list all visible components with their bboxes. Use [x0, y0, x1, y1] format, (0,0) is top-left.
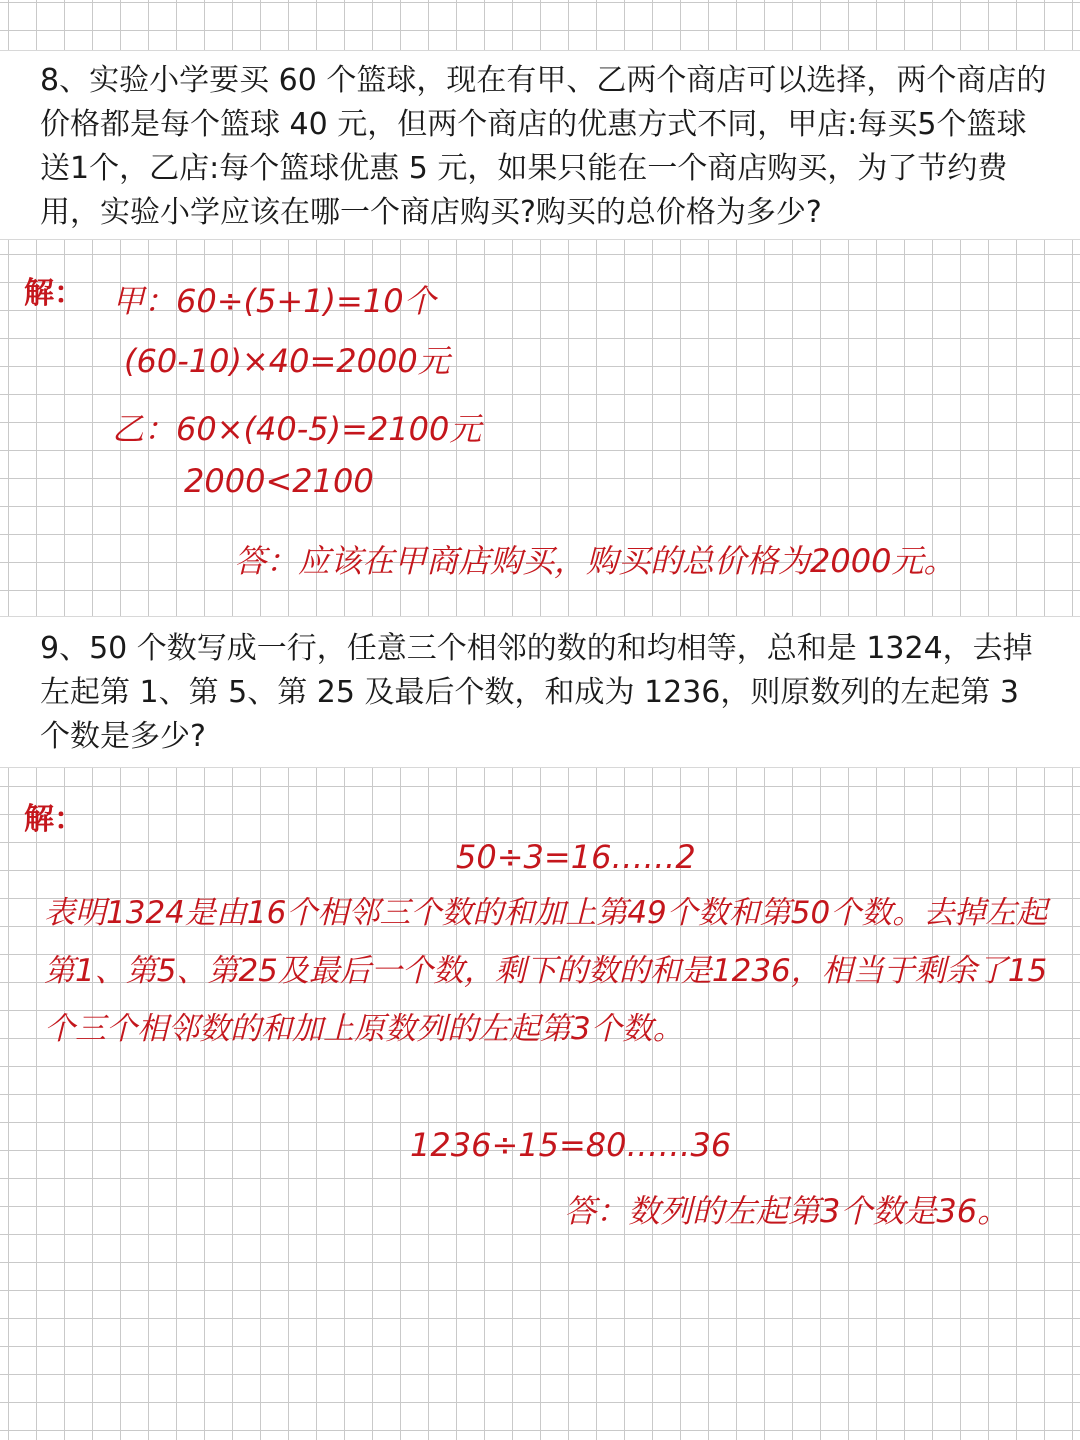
solution-9-calc-1: 50÷3=16……2 — [456, 838, 696, 876]
solution-8-label: 解： — [24, 276, 84, 311]
question-8-text: 8、实验小学要买 60 个篮球，现在有甲、乙两个商店可以选择，两个商店的价格都是每个篮球 40 元，但两个商店的优惠方式不同，甲店:每买5个篮球送1个，乙店:每个篮球优惠 5 元，如果只能在一个商店购买，为了节约费用，实验小学应该在哪一个商店购买?购买的总价格为多少? — [40, 63, 1047, 230]
solution-9-answer: 答：数列的左起第3个数是36。 — [564, 1192, 1010, 1230]
solution-9-explanation: 表明1324是由16个相邻三个数的和加上第49个数和第50个数。去掉左起第1、第5、第25及最后一个数，剩下的数的和是1236，相当于剩余了15个三个相邻数的和加上原数列的左起第3个数。 — [44, 895, 1048, 1047]
question-9-text: 9、50 个数写成一行，任意三个相邻的数的和均相等，总和是 1324，去掉左起第 1、第 5、第 25 及最后个数，和成为 1236，则原数列的左起第 3 个数是多少? — [40, 631, 1033, 754]
solution-8-line-1: 甲：60÷(5+1)=10个 — [112, 282, 436, 320]
solution-8-line-3: 乙：60×(40-5)=2100元 — [112, 410, 482, 448]
solution-9-calc-2: 1236÷15=80……36 — [410, 1126, 732, 1164]
question-8-block — [0, 50, 1080, 240]
solution-8-answer: 答：应该在甲商店购买，购买的总价格为2000元。 — [234, 542, 956, 580]
solution-8-line-2: (60-10)×40=2000元 — [124, 342, 450, 380]
question-9-block — [0, 616, 1080, 768]
solution-9-label: 解： — [24, 802, 84, 837]
solution-8-line-4: 2000<2100 — [184, 462, 374, 500]
